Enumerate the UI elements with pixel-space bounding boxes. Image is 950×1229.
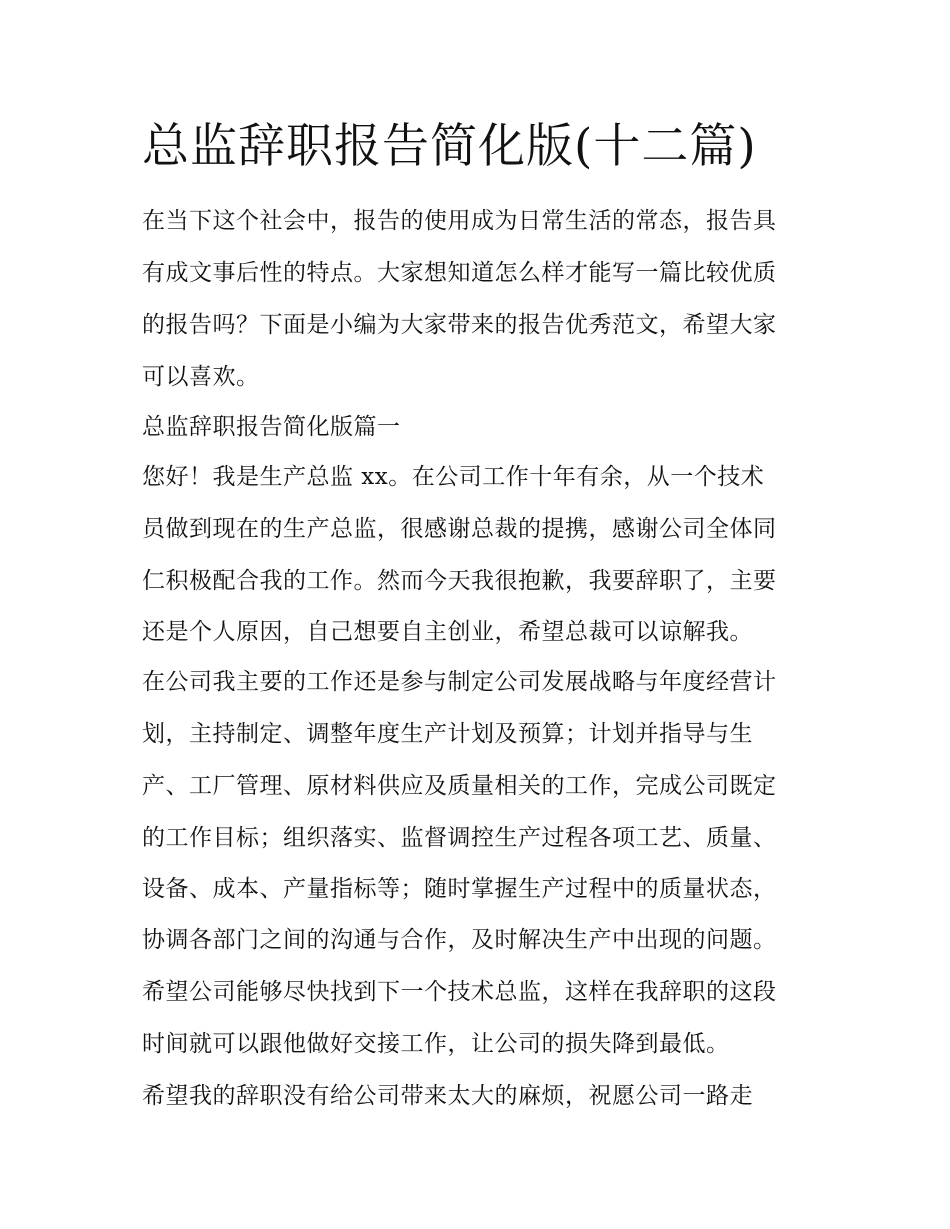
body-line: 协调各部门之间的沟通与合作，及时解决生产中出现的问题。: [142, 927, 777, 953]
intro-line: 可以喜欢。: [142, 364, 260, 390]
body-line: 时间就可以跟他做好交接工作，让公司的损失降到最低。: [142, 1031, 730, 1057]
body-line: 划，主持制定、调整年度生产计划及预算；计划并指导与生: [142, 721, 753, 747]
intro-line: 的报告吗？下面是小编为大家带来的报告优秀范文，希望大家: [142, 312, 777, 338]
body-line: 希望公司能够尽快找到下一个技术总监，这样在我辞职的这段: [142, 979, 777, 1005]
body-line: 仁积极配合我的工作。然而今天我很抱歉，我要辞职了，主要: [142, 568, 777, 594]
body-line: 设备、成本、产量指标等；随时掌握生产过程中的质量状态，: [142, 876, 777, 902]
body-line: 您好！我是生产总监 xx。在公司工作十年有余，从一个技术: [142, 464, 765, 490]
body-line: 的工作目标；组织落实、监督调控生产过程各项工艺、质量、: [142, 825, 777, 851]
intro-line: 有成文事后性的特点。大家想知道怎么样才能写一篇比较优质: [142, 260, 777, 286]
body-line: 还是个人原因，自己想要自主创业，希望总裁可以谅解我。: [142, 619, 753, 645]
body-line: 希望我的辞职没有给公司带来太大的麻烦，祝愿公司一路走: [142, 1083, 753, 1109]
body-line: 在公司我主要的工作还是参与制定公司发展战略与年度经营计: [142, 669, 777, 695]
section-heading: 总监辞职报告简化版篇一: [142, 414, 401, 440]
body-line: 产、工厂管理、原材料供应及质量相关的工作，完成公司既定: [142, 773, 777, 799]
intro-line: 在当下这个社会中，报告的使用成为日常生活的常态，报告具: [142, 208, 777, 234]
body-line: 员做到现在的生产总监，很感谢总裁的提携，感谢公司全体同: [142, 516, 777, 542]
document-title: 总监辞职报告简化版(十二篇): [142, 119, 757, 174]
